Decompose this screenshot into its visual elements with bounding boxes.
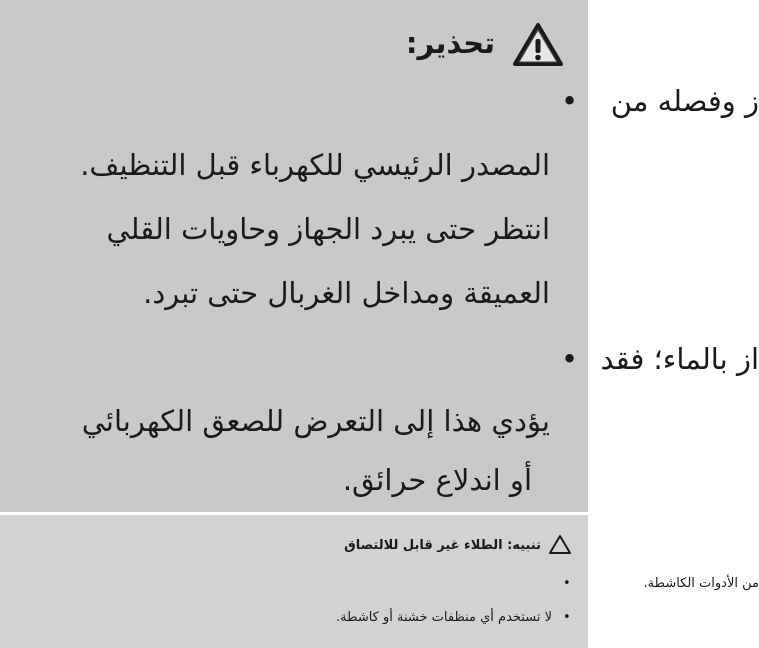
- warning-triangle-icon: [512, 22, 564, 68]
- caution-box: [0, 515, 588, 648]
- warning-title: تحذير:: [405, 26, 495, 60]
- caution-item-1-bullet: •: [563, 576, 571, 591]
- warning-item-2-bullet: •: [561, 342, 579, 376]
- caution-item-2-bullet: •: [563, 610, 571, 625]
- warning-item-2-line-1: از بالماء؛ فقد: [600, 342, 759, 376]
- warning-item-1-line-4: العميقة ومداخل الغربال حتى تبرد.: [143, 276, 550, 310]
- warning-item-1-line-2: المصدر الرئيسي للكهرباء قبل التنظيف.: [80, 148, 550, 182]
- caution-item-1-text: من الأدوات الكاشطة.: [643, 576, 759, 591]
- caution-item-2-text: لا تستخدم أي منظفات خشنة أو كاشطة.: [336, 610, 552, 625]
- warning-item-1-line-1: ز وفصله من: [610, 84, 759, 118]
- caution-triangle-icon: [548, 534, 572, 555]
- warning-item-1-bullet: •: [561, 84, 579, 118]
- caution-title: تنبيه: الطلاء غير قابل للالتصاق: [344, 538, 541, 553]
- warning-item-2-line-3: أو اندلاع حرائق.: [342, 463, 532, 497]
- warning-item-2-line-2: يؤدي هذا إلى التعرض للصعق الكهربائي: [81, 404, 550, 438]
- warning-item-1-line-3: انتظر حتى يبرد الجهاز وحاويات القلي: [106, 212, 550, 246]
